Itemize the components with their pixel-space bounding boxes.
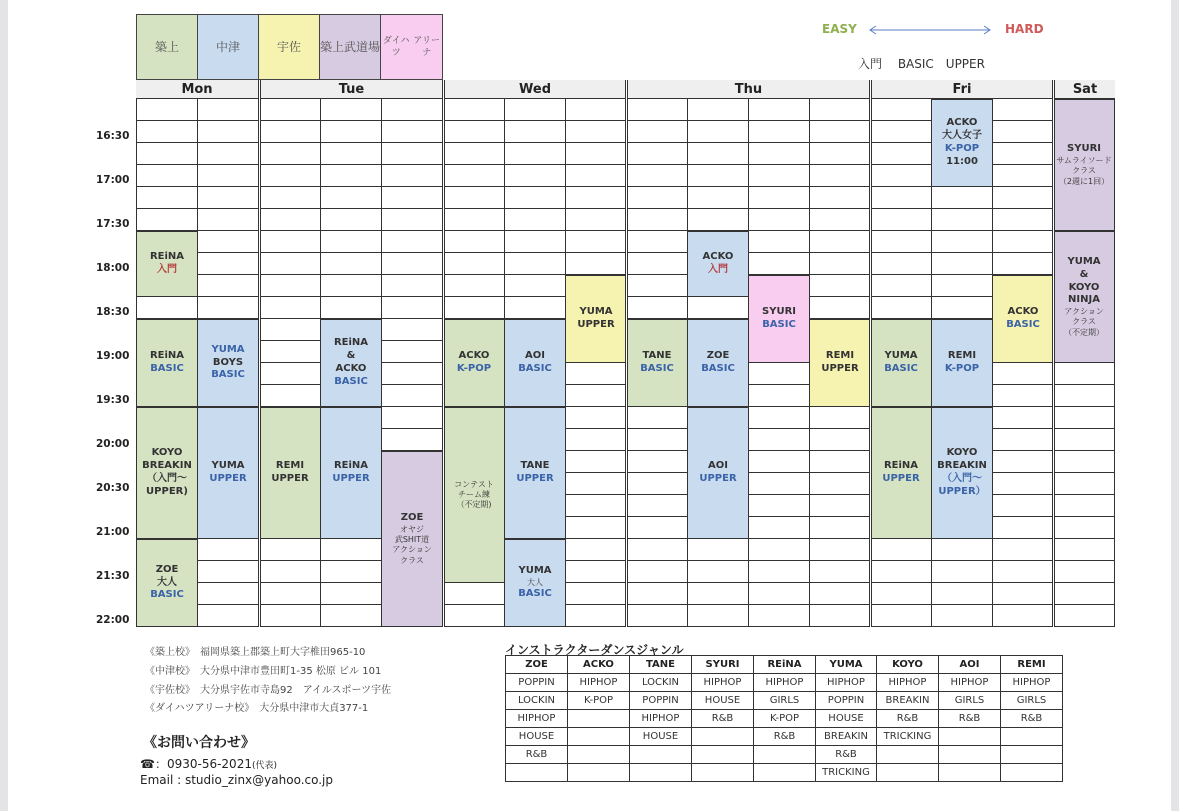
address-daihatsu: 《ダイハツアリーナ校》 大分県中津市大貞377-1	[145, 703, 369, 714]
genre-table-title: インストラクターダンスジャンル	[505, 643, 684, 657]
class-block-fri-acko-ladies: ACKO 大人女子 K-POP 11:00	[931, 99, 993, 187]
time-label: 20:30	[96, 482, 130, 494]
class-block-wed-yuma-upper: YUMA UPPER	[565, 275, 627, 363]
class-block-wed-contest: コンテスト チーム練 （不定期)	[443, 407, 505, 583]
school-chikujo-budojo: 築上 武道場	[319, 14, 381, 80]
school-chikujo: 築上	[136, 14, 198, 80]
time-label: 19:00	[96, 350, 130, 362]
day-header-wed: Wed	[445, 80, 625, 98]
day-header-thu: Thu	[628, 80, 869, 98]
class-block-tue-zoe-action: ZOE オヤジ 武SHIT道 アクション クラス	[381, 451, 443, 627]
address-chikujo: 《築上校》 福岡県築上郡築上町大字椎田965-10	[145, 647, 366, 658]
contact-phone: ☎：0930-56-2021(代表)	[140, 757, 277, 771]
day-divider	[442, 80, 445, 627]
class-block-fri-koyo-breakin: KOYO BREAKIN （入門〜 UPPER）	[931, 407, 993, 539]
class-block-sat-ninja: YUMA & KOYO NINJA アクション クラス （不定期）	[1053, 231, 1115, 363]
class-block-thu-aoi-upper: AOI UPPER	[687, 407, 749, 539]
class-block-wed-tane-upper: TANE UPPER	[504, 407, 566, 539]
school-daihatsu-arena: ダイハツ アリーナ	[380, 14, 443, 80]
time-label: 20:00	[96, 438, 130, 450]
class-block-thu-acko-intro: ACKO 入門	[687, 231, 749, 297]
contact-heading: 《お問い合わせ》	[143, 735, 255, 751]
class-block-fri-acko-basic: ACKO BASIC	[992, 275, 1054, 363]
time-label: 17:30	[96, 218, 130, 230]
address-usa: 《宇佐校》 大分県宇佐市寺島92 アイルスポーツ宇佐	[145, 685, 392, 696]
class-block-thu-remi-upper: REMI UPPER	[809, 319, 871, 407]
time-label: 22:00	[96, 614, 130, 626]
day-divider	[625, 80, 628, 627]
class-block-tue-reina-upper: REiNA UPPER	[320, 407, 382, 539]
class-block-thu-syuri-basic: SYURI BASIC	[748, 275, 810, 363]
class-block-sat-syuri-samurai: SYURI サムライソード クラス （2週に1回）	[1053, 99, 1115, 231]
class-block-fri-remi-kpop: REMI K-POP	[931, 319, 993, 407]
difficulty-hard: HARD	[1005, 22, 1044, 36]
class-block-mon-reina-basic: REiNA BASIC	[136, 319, 198, 407]
class-block-mon-koyo-breakin: KOYO BREAKIN （入門〜 UPPER)	[136, 407, 198, 539]
phone-icon: ☎	[140, 757, 155, 771]
class-block-fri-yuma-basic: YUMA BASIC	[870, 319, 932, 407]
school-usa: 宇佐	[258, 14, 320, 80]
class-block-mon-zoe-adult: ZOE 大人 BASIC	[136, 539, 198, 627]
time-label: 19:30	[96, 394, 130, 406]
class-block-fri-reina-upper: REiNA UPPER	[870, 407, 932, 539]
address-nakatsu: 《中津校》 大分県中津市豊田町1-35 松原 ビル 101	[145, 666, 382, 677]
day-header-fri: Fri	[872, 80, 1052, 98]
contact-email[interactable]: Email : studio_zinx@yahoo.co.jp	[140, 773, 334, 787]
school-nakatsu: 中津	[197, 14, 259, 80]
difficulty-levels: 入門 BASIC UPPER	[858, 57, 985, 71]
class-block-wed-acko-kpop: ACKO K-POP	[443, 319, 505, 407]
time-label: 18:00	[96, 262, 130, 274]
time-label: 21:30	[96, 570, 130, 582]
class-block-thu-tane-basic: TANE BASIC	[626, 319, 688, 407]
class-block-thu-zoe-basic: ZOE BASIC	[687, 319, 749, 407]
genre-table: ZOE ACKO TANE SYURI REiNA YUMA KOYO AOI REMI POPPIN HIPHOP LOCKIN HIPHOP HIPHOP HIPHOP HIPHOP HIPHOP HIPHOP LOCKIN K-POP POPPIN HOUSE GIRLS POPPIN BREAKIN GIRLS GIRLS HIPHOP HIPHOP R&B K-POP HOUSE R&B R&B R&B HOUSE HOUSE R&B BREAKIN TRICKING R&B R&B TRICKING	[505, 655, 1063, 782]
class-block-tue-reina-acko: REiNA & ACKO BASIC	[320, 319, 382, 407]
difficulty-easy: EASY	[822, 22, 857, 36]
class-block-mon-yuma-upper: YUMA UPPER	[197, 407, 259, 539]
day-header-sat: Sat	[1055, 80, 1115, 98]
time-label: 17:00	[96, 174, 130, 186]
class-block-tue-remi-upper: REMI UPPER	[259, 407, 321, 539]
day-divider	[1052, 80, 1055, 627]
day-header-mon: Mon	[136, 80, 258, 98]
time-label: 16:30	[96, 130, 130, 142]
class-block-wed-aoi-basic: AOI BASIC	[504, 319, 566, 407]
genre-table-header: ZOE ACKO TANE SYURI REiNA YUMA KOYO AOI REMI	[506, 656, 1063, 674]
day-divider	[258, 80, 261, 627]
class-block-mon-yuma-boys: YUMA BOYS BASIC	[197, 319, 259, 407]
class-block-mon-reina-intro: REiNA 入門	[136, 231, 198, 297]
day-divider	[869, 80, 872, 627]
time-label: 18:30	[96, 306, 130, 318]
class-block-wed-yuma-adult: YUMA 大人 BASIC	[504, 539, 566, 627]
time-label: 21:00	[96, 526, 130, 538]
day-header-tue: Tue	[261, 80, 442, 98]
difficulty-arrow-icon	[866, 24, 994, 36]
